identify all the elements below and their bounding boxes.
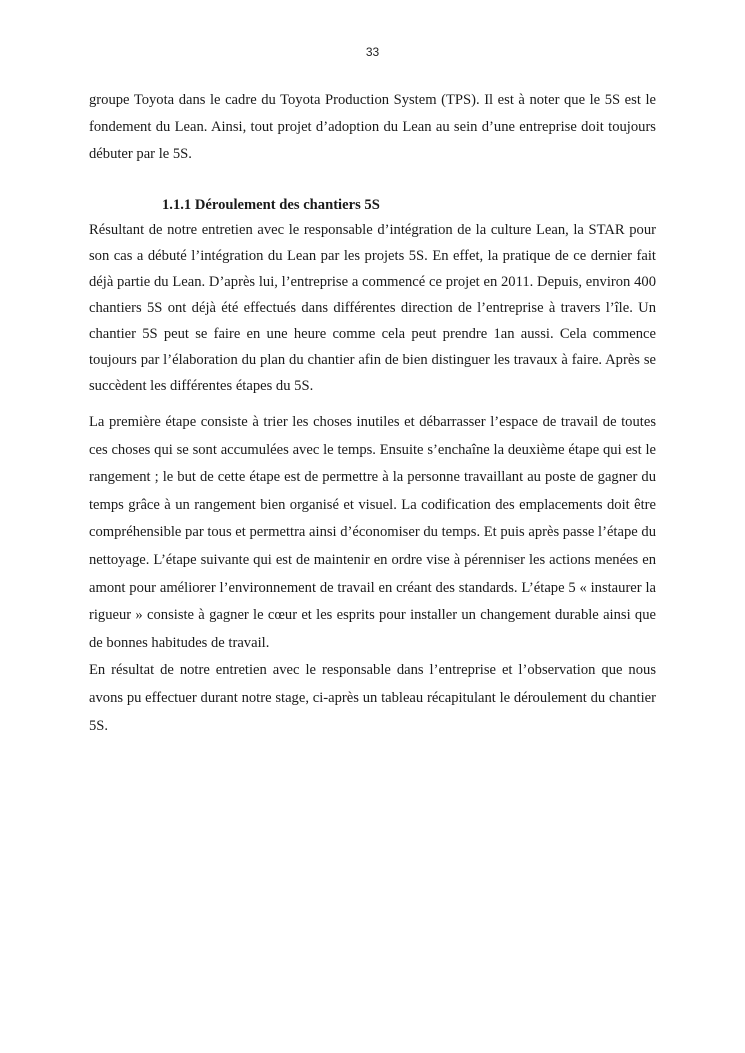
page-number: 33 xyxy=(365,45,380,59)
section-heading: 1.1.1 Déroulement des chantiers 5S xyxy=(162,197,380,213)
document-body xyxy=(89,87,656,740)
paragraph-toyota-intro: groupe Toyota dans le cadre du Toyota Production System (TPS). Il est à noter que le 5S est le fondement du Lean. Ainsi, tout projet d’adoption du Lean au sein d’une entreprise doit toujours débuter par le 5S. xyxy=(89,92,656,162)
paragraph-summary-table-intro: En résultat de notre entretien avec le responsable dans l’entreprise et l’observation que nous avons pu effectuer durant notre stage, ci-après un tableau récapitulant le déroulement du chantier 5S. xyxy=(89,662,656,734)
paragraph-star-integration: Résultant de notre entretien avec le responsable d’intégration de la culture Lean, la STAR pour son cas a débuté l’intégration du Lean par les projets 5S. En effet, la pratique de ce dernier fait déjà partie du Lean. D’après lui, l’entreprise a commencé ce projet en 2011. Depuis, environ 400 chantiers 5S ont déjà été effectués dans différentes direction de l’entreprise à travers l’île. Un chantier 5S peut se faire en une heure comme cela peut prendre 1an aussi. Cela commence toujours par l’élaboration du plan du chantier afin de bien distinguer les travaux à faire. Après se succèdent les différentes étapes du 5S. xyxy=(89,222,656,394)
paragraph-5s-steps: La première étape consiste à trier les choses inutiles et débarrasser l’espace de travail de toutes ces choses qui se sont accumulées avec le temps. Ensuite s’enchaîne la deuxième étape qui est le rangement ; le but de cette étape est de permettre à la personne travaillant au poste de gagner du temps grâce à un rangement bien organisé et visuel. La codification des emplacements doit être compréhensible par tous et permettra ainsi d’économiser du temps. Et puis après passe l’étape du nettoyage. L’étape suivante qui est de maintenir en ordre vise à pérenniser les actions menées en amont pour améliorer l’environnement de travail en créant des standards. L’étape 5 « instaurer la rigueur » consiste à gagner le cœur et les esprits pour installer un changement durable ainsi que de bonnes habitudes de travail. xyxy=(89,414,656,651)
